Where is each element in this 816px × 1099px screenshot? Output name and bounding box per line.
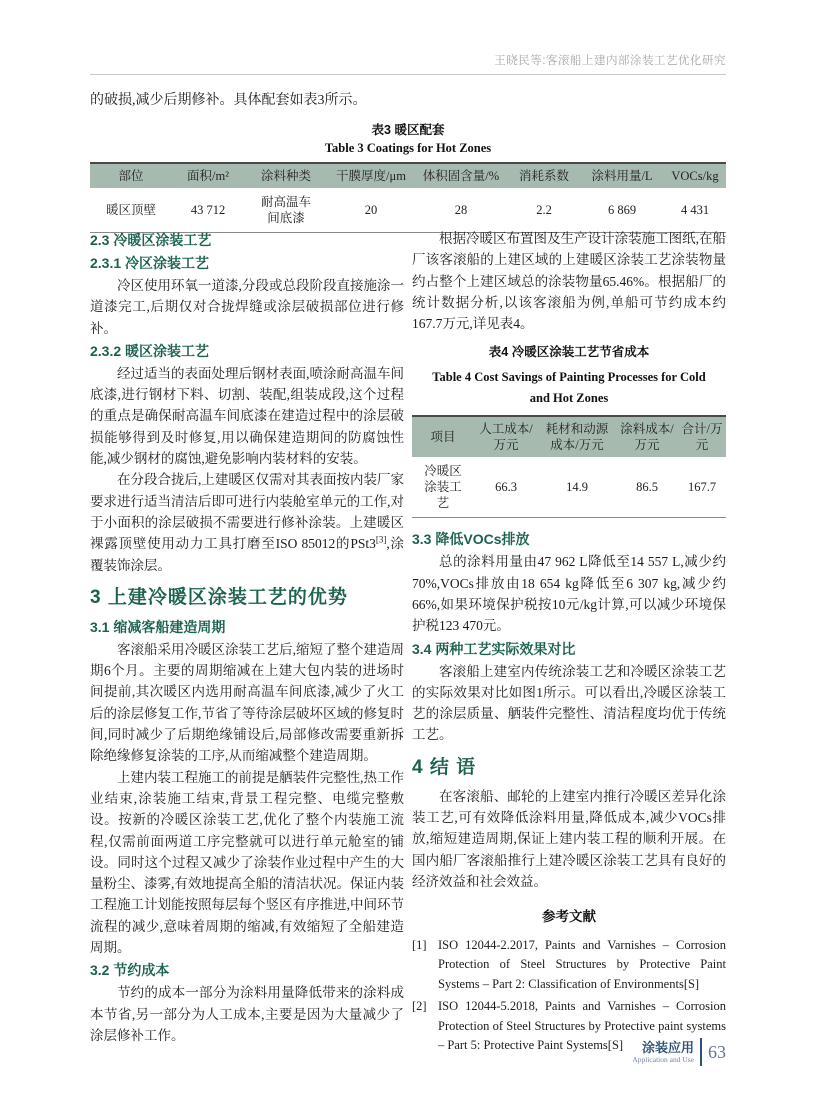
running-head: 王晓民等:客滚船上建内部涂装工艺优化研究	[494, 55, 726, 67]
table3-cell: 6 869	[580, 188, 664, 233]
header-rule	[90, 74, 726, 75]
footer-divider-bar	[700, 1038, 702, 1066]
table3-cell: 暖区顶壁	[90, 188, 172, 233]
table4	[412, 415, 726, 518]
table3-title-en: Table 3 Coatings for Hot Zones	[324, 141, 492, 155]
heading-2-3-1: 2.3.1 冷区涂装工艺	[90, 255, 210, 271]
journal-name-cn: 涂装应用	[641, 1039, 694, 1055]
table-row	[90, 188, 726, 233]
table4-title-en: Table 4 Cost Savings of Painting Processes for Cold and Hot Zones	[432, 369, 706, 406]
paragraph: 节约的成本一部分为涂料用量降低带来的涂料成本节省,另一部分为人工成本,主要是因为大量减少了涂层修补工作。	[90, 985, 404, 1043]
table3-cell: 43 712	[172, 188, 244, 233]
table3-header-row	[90, 163, 726, 188]
table4-col-header: 人工成本/万元	[474, 416, 538, 457]
table4-cell: 14.9	[538, 457, 616, 518]
heading-3-1: 3.1 缩减客船建造周期	[90, 618, 226, 635]
paragraph: 总的涂料用量由47 962 L降低至14 557 L,减少约70%,VOCs排放由18 654 kg降低至6 307 kg,减少约66%,如果环境保护税按10元/kg计算,可以减少环境保护税123 470元。	[412, 554, 726, 634]
reference-item	[412, 936, 726, 995]
table3-col-header: 涂料种类	[244, 163, 328, 188]
page-number: 63	[708, 1041, 726, 1062]
table-row	[412, 457, 726, 518]
heading-3-3: 3.3 降低VOCs排放	[412, 531, 530, 548]
table4-title-cn: 表4 冷暖区涂装工艺节省成本	[488, 345, 650, 360]
heading-2-3: 2.3 冷暖区涂装工艺	[90, 232, 212, 248]
heading-2-3-2: 2.3.2 暖区涂装工艺	[90, 342, 210, 359]
paragraph: 客滚船采用冷暖区涂装工艺后,缩短了整个建造周期6个月。主要的周期缩减在上建大包内装的进场时间提前,其次暖区内选用耐高温车间底漆,减少了火工后的涂层修复工作,节省了等待涂层破坏区域的修复时间,同时减少了后期绝缘铺设后,局部修改需要重新拆除绝缘修复涂装的工序,从而缩减整个建造周期。	[90, 641, 404, 764]
table3-col-header: 消耗系数	[508, 163, 580, 188]
continuation-line: 的破损,减少后期修补。具体配套如表3所示。	[90, 93, 367, 108]
table3-cell: 20	[328, 188, 414, 233]
table3-block	[90, 120, 726, 233]
journal-name-block	[632, 1040, 694, 1065]
table3-title-cn: 表3 暖区配套	[371, 123, 445, 137]
citation-superscript: [3]	[375, 534, 387, 545]
table4-cell: 86.5	[616, 457, 678, 518]
table3	[90, 162, 726, 233]
heading-section-3: 3 上建冷暖区涂装工艺的优势	[90, 586, 348, 608]
left-column	[90, 228, 404, 1046]
table4-col-header: 涂料成本/万元	[616, 416, 678, 457]
right-column	[412, 228, 726, 1059]
heading-3-4: 3.4 两种工艺实际效果对比	[412, 640, 576, 657]
reference-text: ISO 12044-2.2017, Paints and Varnishes – Corrosion Protection of Steel Structures by Protective Paint Systems – Part 2: Classification of Environments[S]	[438, 937, 726, 991]
paragraph-text: 在分段合拢后,上建暖区仅需对其表面按内装厂家要求进行适当清洁后即可进行内装舱室单元的工作,对于小面积的涂层破损不需要进行修补涂装。上建暖区裸露顶壁使用动力工具打磨至ISO 85012的PSt3	[90, 472, 404, 552]
table4-header-row	[412, 416, 726, 457]
table4-cell: 66.3	[474, 457, 538, 518]
table4-col-header: 项目	[412, 416, 474, 457]
table4-block	[412, 342, 726, 518]
paragraph: 根据冷暖区布置图及生产设计涂装施工图纸,在船厂该客滚船的上建区域的上建暖区涂装工艺涂装物量约占整个上建区域总的涂装物量65.46%。根据船厂的统计数据分析,以该客滚船为例,单船可节约成本约167.7万元,详见表4。	[412, 231, 726, 332]
reference-label: [2]	[412, 999, 427, 1014]
table3-col-header: 涂料用量/L	[580, 163, 664, 188]
table3-cell: 耐高温车间底漆	[244, 188, 328, 233]
table3-col-header: 面积/m²	[172, 163, 244, 188]
table3-col-header: 体积固含量/%	[414, 163, 508, 188]
table3-cell: 4 431	[664, 188, 726, 233]
reference-text: ISO 12044-5.2018, Paints and Varnishes – Corrosion Protection of Steel Structures by Protective paint systems – Part 5: Protective Paint Systems[S]	[438, 999, 726, 1053]
paragraph: 上建内装工程施工的前提是舾装件完整性,热工作业结束,涂装施工结束,背景工程完整、电缆完整敷设。按新的冷暖区涂装工艺,优化了整个内装施工流程,仅需前面两道工序完整就可以进行单元舱室的铺设。同时这个过程又减少了涂装作业过程中产生的大量粉尘、漆雾,有效地提高全船的清洁状况。保证内装工程施工计划能按照每层每个竖区有序推进,中间环节流程的减少,意味着周期的缩减,有效缩短了全船建造周期。	[90, 769, 404, 956]
table3-col-header: VOCs/kg	[664, 163, 726, 188]
table3-col-header: 部位	[90, 163, 172, 188]
heading-section-4: 4 结 语	[412, 756, 477, 778]
paragraph: 冷区使用环氧一道漆,分段或总段阶段直接施涂一道漆完工,后期仅对合拢焊缝或涂层破损部位进行修补。	[90, 278, 404, 336]
table4-col-header: 耗材和动源成本/万元	[538, 416, 616, 457]
paragraph: 客滚船上建室内传统涂装工艺和冷暖区涂装工艺的实际效果对比如图1所示。可以看出,冷暖区涂装工艺的涂层质量、舾装件完整性、清洁程度均优于传统工艺。	[412, 663, 726, 743]
table4-cell: 167.7	[678, 457, 726, 518]
heading-3-2: 3.2 节约成本	[90, 962, 170, 979]
journal-name-en: Application and Use	[632, 1054, 694, 1064]
paragraph: 在客滚船、邮轮的上建室内推行冷暖区差异化涂装工艺,可有效降低涂料用量,降低成本,减少VOCs排放,缩短建造周期,保证上建内装工程的顺利开展。在国内船厂客滚船推行上建冷暖区涂装工艺具有良好的经济效益和社会效益。	[412, 788, 726, 889]
table3-cell: 2.2	[508, 188, 580, 233]
page-footer	[632, 1038, 726, 1066]
paragraph	[90, 469, 404, 575]
table3-cell: 28	[414, 188, 508, 233]
references-title: 参考文献	[542, 909, 596, 925]
table4-col-header: 合计/万元	[678, 416, 726, 457]
table4-cell: 冷暖区涂装工艺	[412, 457, 474, 518]
table3-col-header: 干膜厚度/μm	[328, 163, 414, 188]
paragraph-text: ,涂覆装饰涂层。	[90, 536, 404, 573]
reference-label: [1]	[412, 937, 427, 952]
paragraph: 经过适当的表面处理后钢材表面,喷涂耐高温车间底漆,进行钢材下料、切割、装配,组装成段,这个过程的重点是确保耐高温车间底漆在建造过程中的涂层破损能够得到及时修复,用以确保建造期间的防腐蚀性能,减少钢材的腐蚀,避免影响内装材料的安装。	[90, 365, 404, 467]
